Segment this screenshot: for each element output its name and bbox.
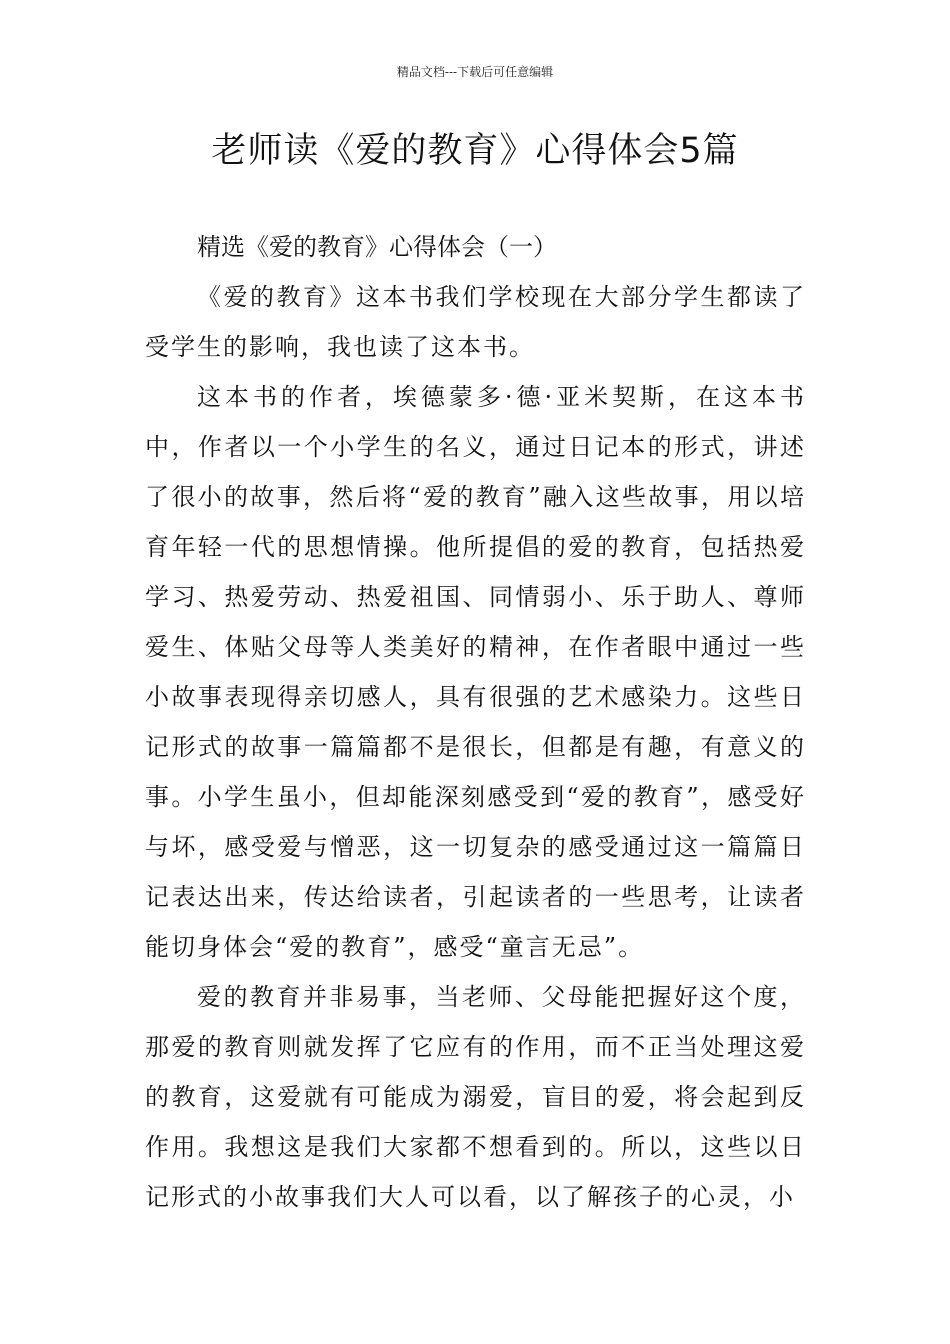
document-title: 老师读《爱的教育》心得体会5篇 [211,131,739,171]
paragraph-3: 爱的教育并非易事，当老师、父母能把握好这个度，那爱的教育则就发挥了它应有的作用，而不正当处理这爱的教育，这爱就有可能成为溺爱，盲目的爱，将会起到反作用。我想这是我们大家都不想看到的。所以，这些以日记形式的小故事我们大人可以看，以了解孩子的心灵，小 [145,983,806,1211]
paragraph-2: 这本书的作者，埃德蒙多·德·亚米契斯，在这本书中，作者以一个小学生的名义，通过日记本的形式，讲述了很小的故事，然后将“爱的教育”融入这些故事，用以培育年轻一代的思想情操。他所提倡的爱的教育，包括热爱学习、热爱劳动、热爱祖国、同情弱小、乐于助人、尊师爱生、体贴父母等人类美好的精神，在作者眼中通过一些小故事表现得亲切感人，具有很强的艺术感染力。这些日记形式的故事一篇篇都不是很长，但都是有趣，有意义的事。小学生虽小，但却能深刻感受到“爱的教育”，感受好与坏，感受爱与憎恶，这一切复杂的感受通过这一篇篇日记表达出来，传达给读者，引起读者的一些思考，让读者能切身体会“爱的教育”，感受“童言无忌”。 [145,383,806,961]
page-header: 精品文档---下载后可任意编辑 [396,65,554,79]
paragraph-1: 《爱的教育》这本书我们学校现在大部分学生都读了受学生的影响，我也读了这本书。 [145,283,806,361]
document-body [145,222,806,1222]
section-heading: 精选《爱的教育》心得体会（一） [197,233,557,261]
